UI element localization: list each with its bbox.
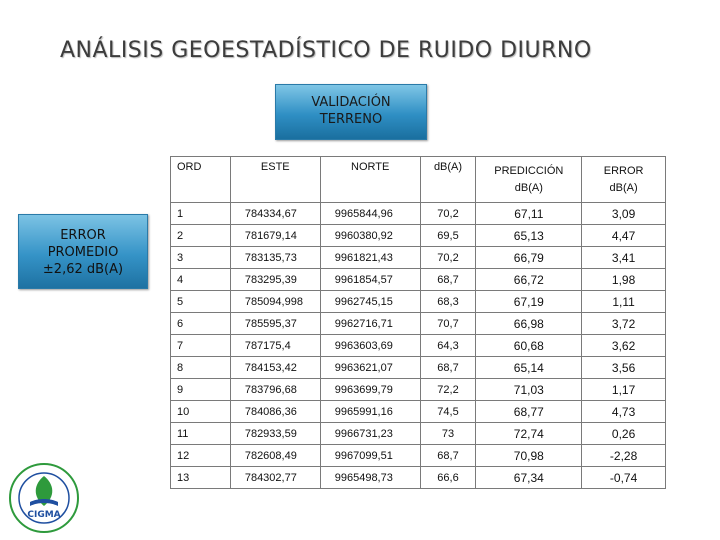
header-error-line2: dB(A) xyxy=(609,181,638,194)
header-prediccion xyxy=(476,157,582,203)
cell-ord: 11 xyxy=(171,423,231,445)
cell-db: 64,3 xyxy=(420,335,476,357)
cell-ord: 12 xyxy=(171,445,231,467)
cell-db: 70,7 xyxy=(420,313,476,335)
header-este: ESTE xyxy=(230,157,320,203)
cell-error: 1,11 xyxy=(582,291,666,313)
cell-prediccion: 67,34 xyxy=(476,467,582,489)
table-row xyxy=(171,357,666,379)
cell-ord: 8 xyxy=(171,357,231,379)
cell-prediccion: 60,68 xyxy=(476,335,582,357)
cell-este: 784086,36 xyxy=(230,401,320,423)
cell-db: 69,5 xyxy=(420,225,476,247)
cell-prediccion: 66,79 xyxy=(476,247,582,269)
table-row xyxy=(171,423,666,445)
cell-ord: 3 xyxy=(171,247,231,269)
cell-prediccion: 66,98 xyxy=(476,313,582,335)
header-prediccion-line2: dB(A) xyxy=(514,181,543,194)
cell-norte: 9963603,69 xyxy=(320,335,420,357)
cell-norte: 9967099,51 xyxy=(320,445,420,467)
cell-ord: 4 xyxy=(171,269,231,291)
cell-este: 781679,14 xyxy=(230,225,320,247)
error-line3: ±2,62 dB(A) xyxy=(42,262,124,277)
cell-ord: 10 xyxy=(171,401,231,423)
table-row xyxy=(171,379,666,401)
cell-ord: 9 xyxy=(171,379,231,401)
error-promedio-box xyxy=(18,214,148,289)
cell-error: 3,09 xyxy=(582,203,666,225)
cell-db: 74,5 xyxy=(420,401,476,423)
cell-norte: 9962745,15 xyxy=(320,291,420,313)
table-row xyxy=(171,291,666,313)
cell-norte: 9965991,16 xyxy=(320,401,420,423)
header-norte: NORTE xyxy=(320,157,420,203)
table-row xyxy=(171,269,666,291)
cell-db: 72,2 xyxy=(420,379,476,401)
cell-este: 785595,37 xyxy=(230,313,320,335)
cell-prediccion: 67,19 xyxy=(476,291,582,313)
cell-norte: 9963621,07 xyxy=(320,357,420,379)
cell-prediccion: 65,13 xyxy=(476,225,582,247)
cell-este: 783135,73 xyxy=(230,247,320,269)
cell-norte: 9961821,43 xyxy=(320,247,420,269)
cell-este: 787175,4 xyxy=(230,335,320,357)
cell-db: 68,7 xyxy=(420,445,476,467)
cell-norte: 9960380,92 xyxy=(320,225,420,247)
cell-db: 68,7 xyxy=(420,357,476,379)
validation-table xyxy=(170,156,666,489)
table-row xyxy=(171,313,666,335)
cell-este: 783796,68 xyxy=(230,379,320,401)
cell-error: 4,73 xyxy=(582,401,666,423)
cell-ord: 5 xyxy=(171,291,231,313)
table-row xyxy=(171,467,666,489)
cell-error: -2,28 xyxy=(582,445,666,467)
cell-este: 784153,42 xyxy=(230,357,320,379)
table-row xyxy=(171,335,666,357)
table-row xyxy=(171,247,666,269)
cell-db: 68,3 xyxy=(420,291,476,313)
validacion-line1: VALIDACIÓN xyxy=(311,95,391,110)
header-db: dB(A) xyxy=(420,157,476,203)
cell-db: 70,2 xyxy=(420,247,476,269)
cell-ord: 7 xyxy=(171,335,231,357)
cell-ord: 1 xyxy=(171,203,231,225)
cell-este: 784334,67 xyxy=(230,203,320,225)
cell-prediccion: 66,72 xyxy=(476,269,582,291)
cell-este: 785094,998 xyxy=(230,291,320,313)
table-row xyxy=(171,203,666,225)
cigma-logo xyxy=(8,462,80,534)
cell-error: 3,56 xyxy=(582,357,666,379)
cell-db: 73 xyxy=(420,423,476,445)
cell-este: 782608,49 xyxy=(230,445,320,467)
cell-norte: 9966731,23 xyxy=(320,423,420,445)
table-row xyxy=(171,445,666,467)
table-header-row xyxy=(171,157,666,203)
cell-error: 1,98 xyxy=(582,269,666,291)
cell-prediccion: 72,74 xyxy=(476,423,582,445)
error-line2: PROMEDIO xyxy=(47,245,119,260)
cell-norte: 9965498,73 xyxy=(320,467,420,489)
cell-norte: 9963699,79 xyxy=(320,379,420,401)
cell-norte: 9961854,57 xyxy=(320,269,420,291)
svg-text:CIGMA: CIGMA xyxy=(27,510,61,520)
cell-error: -0,74 xyxy=(582,467,666,489)
cell-norte: 9962716,71 xyxy=(320,313,420,335)
cell-error: 3,72 xyxy=(582,313,666,335)
cell-este: 782933,59 xyxy=(230,423,320,445)
cell-prediccion: 65,14 xyxy=(476,357,582,379)
cell-error: 4,47 xyxy=(582,225,666,247)
slide-title: ANÁLISIS GEOESTADÍSTICO DE RUIDO DIURNO xyxy=(60,38,592,63)
cell-ord: 13 xyxy=(171,467,231,489)
cell-prediccion: 68,77 xyxy=(476,401,582,423)
header-ord: ORD xyxy=(171,157,231,203)
cell-db: 66,6 xyxy=(420,467,476,489)
cell-db: 70,2 xyxy=(420,203,476,225)
cell-norte: 9965844,96 xyxy=(320,203,420,225)
cell-error: 3,41 xyxy=(582,247,666,269)
cell-error: 1,17 xyxy=(582,379,666,401)
cell-error: 0,26 xyxy=(582,423,666,445)
cell-este: 783295,39 xyxy=(230,269,320,291)
validacion-line2: TERRENO xyxy=(319,112,383,127)
header-error-line1: ERROR xyxy=(603,164,644,177)
cell-prediccion: 71,03 xyxy=(476,379,582,401)
table-row xyxy=(171,401,666,423)
cell-db: 68,7 xyxy=(420,269,476,291)
validacion-terreno-box xyxy=(275,84,427,140)
header-error xyxy=(582,157,666,203)
cell-este: 784302,77 xyxy=(230,467,320,489)
cell-error: 3,62 xyxy=(582,335,666,357)
cell-ord: 2 xyxy=(171,225,231,247)
cell-prediccion: 70,98 xyxy=(476,445,582,467)
table-row xyxy=(171,225,666,247)
cell-prediccion: 67,11 xyxy=(476,203,582,225)
cell-ord: 6 xyxy=(171,313,231,335)
header-prediccion-line1: PREDICCIÓN xyxy=(494,164,564,177)
error-line1: ERROR xyxy=(60,228,106,243)
